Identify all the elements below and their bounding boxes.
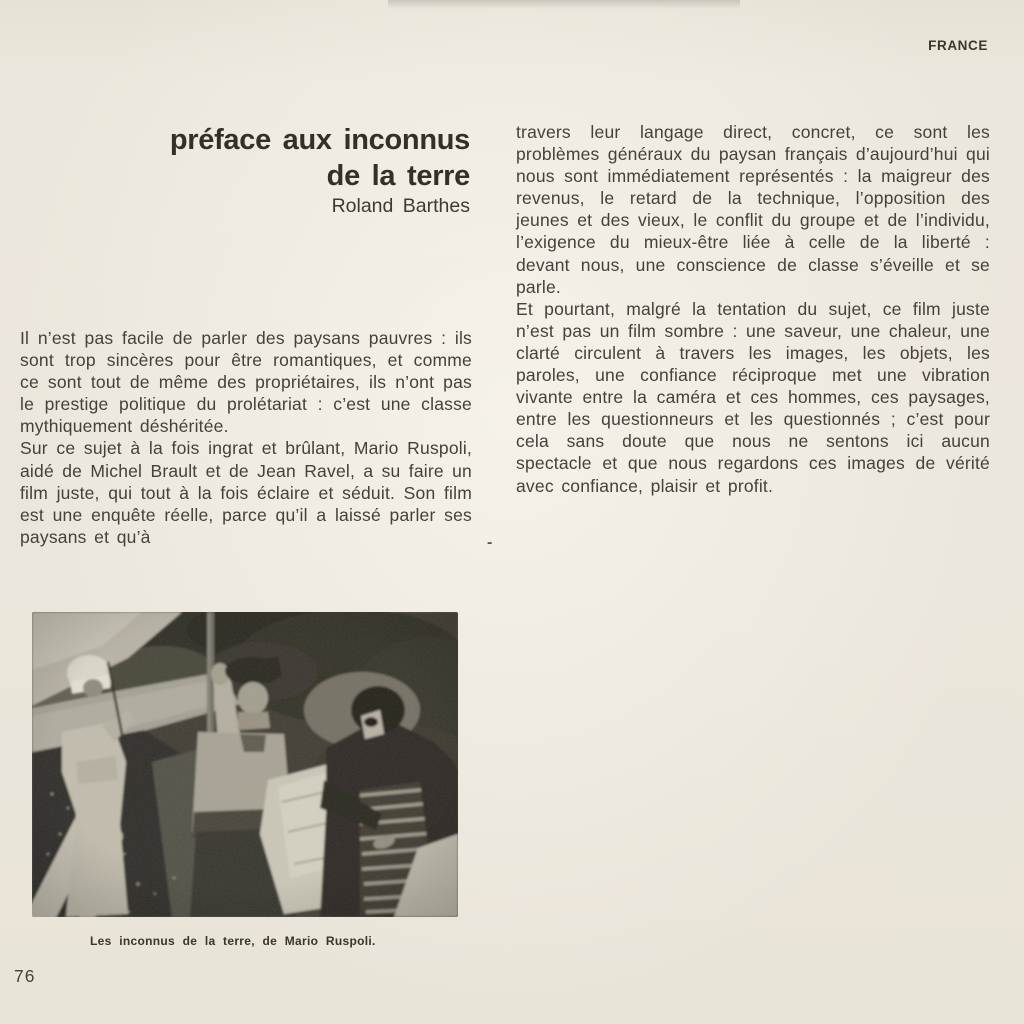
film-still-photo xyxy=(32,612,458,917)
paragraph: Il n’est pas facile de parler des paysans pauvres : ils sont trop sincères pour être romantiques, et comme ce sont tout de même des propriétaires, ils n’ont pas le prestige politique du prolétariat : c’est une classe mythiquement déshéritée. xyxy=(20,328,472,437)
film-still-illustration xyxy=(32,612,458,917)
left-column xyxy=(20,327,472,548)
article-title-line-2: de la terre xyxy=(326,160,470,192)
paragraph: travers leur langage direct, concret, ce sont les problèmes généraux du paysan français d’aujourd’hui qui nous sont immédiatement représentés : la maigreur des revenus, le retard de la technique, l’opposition des jeunes et des vieux, le conflit du groupe et de l’individu, l’exigence du mieux-être liée à celle de la liberté : devant nous, une conscience de classe s’éveille et se parle. xyxy=(516,122,990,297)
film-grain xyxy=(32,612,458,917)
right-column xyxy=(516,121,990,497)
paragraph: Et pourtant, malgré la tentation du sujet, ce film juste n’est pas un film sombre : une saveur, une chaleur, une clarté circulent à travers les images, les objets, les paroles, une confiance réciproque met une vibration vivante entre la caméra et ces hommes, ces paysages, entre les questionneurs et les questionnés ; c’est pour cela sans doute que nous ne sentons ici aucun spectacle et que nous regardons ces images de vérité avec confiance, plaisir et profit. xyxy=(516,298,990,496)
scan-shadow xyxy=(388,0,740,9)
page-number: 76 xyxy=(14,966,36,986)
region-label: FRANCE xyxy=(928,38,988,53)
paragraph: Sur ce sujet à la fois ingrat et brûlant, Mario Ruspoli, aidé de Michel Brault et de Jean Ravel, a su faire un film juste, qui tout à la fois éclaire et séduit. Son film est une enquête réelle, parce qu’il a laissé parler ses paysans et qu’à xyxy=(20,438,472,547)
article-title-line-1: préface aux inconnus xyxy=(169,124,470,156)
author-byline: Roland Barthes xyxy=(331,195,470,217)
article-title-block xyxy=(20,122,470,219)
continuation-mark: - xyxy=(487,534,493,551)
photo-caption: Les inconnus de la terre, de Mario Ruspoli. xyxy=(90,934,376,948)
